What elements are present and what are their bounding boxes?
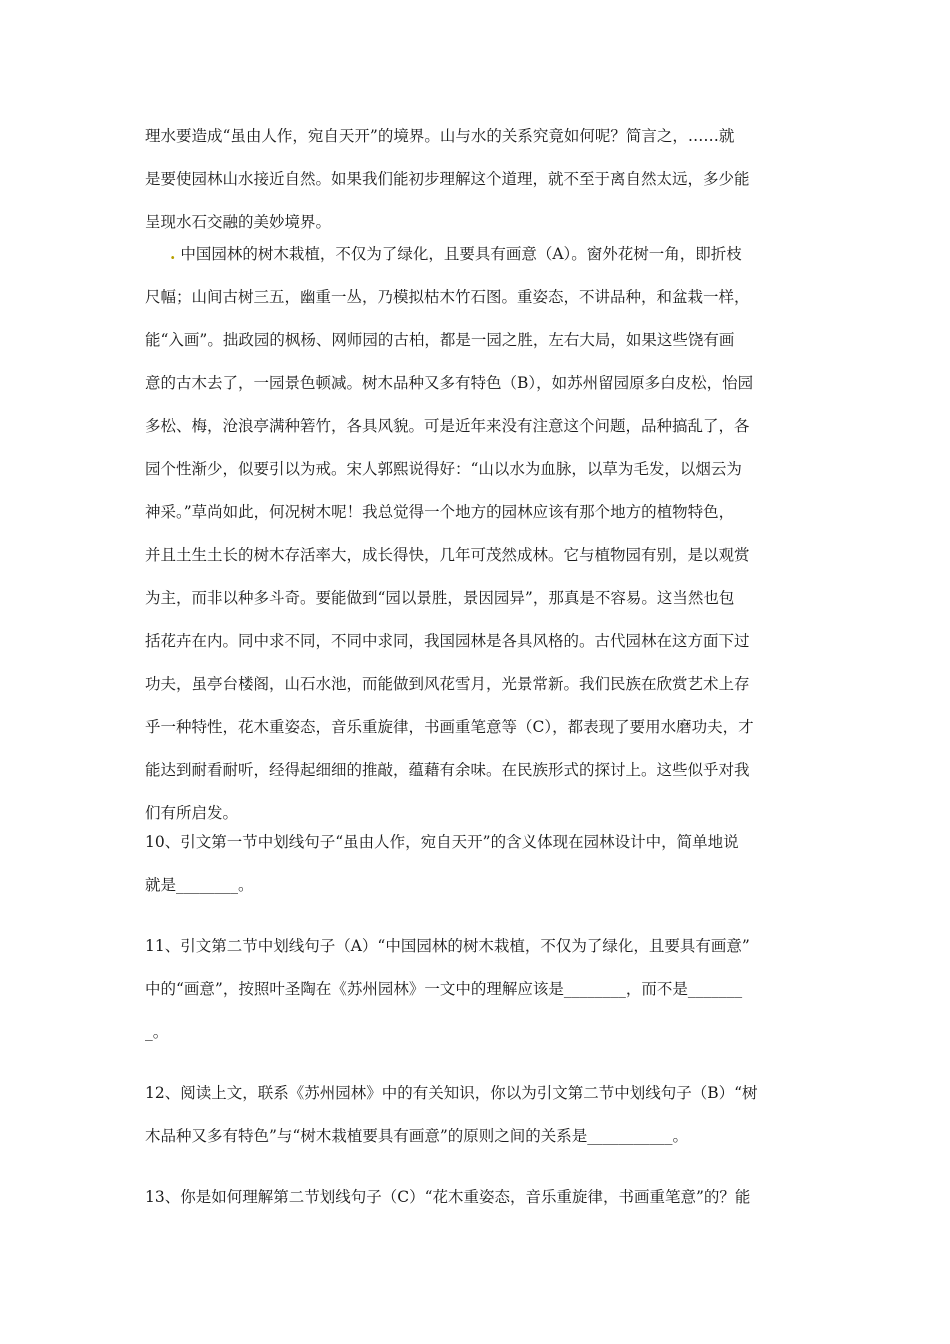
question-10-line-1: 10、引文第一节中划线句子“虽由人作，宛自天开”的含义体现在园林设计中，简单地说 (145, 833, 739, 851)
question-11-line-2: 中的“画意”，按照叶圣陶在《苏州园林》一文中的理解应该是________，而不是_______ (145, 980, 743, 998)
text-line-7: 意的古木去了，一园景色顿减。树木品种又多有特色（B），如苏州留园原多白皮松，怡园 (145, 374, 754, 392)
question-11-line-1: 11、引文第二节中划线句子（A）“中国园林的树木栽植，不仅为了绿化，且要具有画意” (145, 937, 750, 955)
question-13-line-1: 13、你是如何理解第二节划线句子（C）“花木重姿态，音乐重旋律，书画重笔意”的？能 (145, 1188, 751, 1206)
text-line-4-content: 中国园林的树木栽植，不仅为了绿化，且要具有画意（A）。窗外花树一角，即折枝 (180, 245, 742, 263)
text-line-11: 并且土生土长的树木存活率大，成长得快，几年可茂然成林。它与植物园有别，是以观赏 (145, 546, 750, 564)
question-11-line-3: _。 (145, 1023, 169, 1041)
text-line-2: 是要使园林山水接近自然。如果我们能初步理解这个道理，就不至于离自然太远，多少能 (145, 170, 750, 188)
question-12-line-1: 12、阅读上文，联系《苏州园林》中的有关知识，你以为引文第二节中划线句子（B）“树 (145, 1084, 758, 1102)
text-line-10: 神采。”草尚如此，何况树木呢！我总觉得一个地方的园林应该有那个地方的植物特色， (145, 503, 735, 521)
text-line-13: 括花卉在内。同中求不同，不同中求同，我国园林是各具风格的。古代园林在这方面下过 (145, 632, 750, 650)
text-line-1: 理水要造成“虽由人作，宛自天开”的境界。山与水的关系究竟如何呢？简言之，……就 (145, 127, 735, 145)
question-10-line-2: 就是________。 (145, 876, 254, 894)
text-line-14: 功夫，虽亭台楼阁，山石水池，而能做到风花雪月，光景常新。我们民族在欣赏艺术上存 (145, 675, 750, 693)
text-line-8: 多松、梅，沧浪亭满种箬竹，各具风貌。可是近年来没有注意这个问题，品种搞乱了，各 (145, 417, 750, 435)
text-line-12: 为主，而非以种多斗奇。要能做到“园以景胜，景因园异”，那真是不容易。这当然也包 (145, 589, 735, 607)
text-line-15: 乎一种特性，花木重姿态，音乐重旋律，书画重笔意等（C），都表现了要用水磨功夫，才 (145, 718, 754, 736)
text-line-3: 呈现水石交融的美妙境界。 (145, 213, 332, 231)
text-line-9: 园个性渐少，似要引以为戒。宋人郭熙说得好：“山以水为血脉，以草为毛发，以烟云为 (145, 460, 742, 478)
text-line-4 (170, 244, 835, 264)
text-line-6: 能“入画”。拙政园的枫杨、网师园的古柏，都是一园之胜，左右大局，如果这些饶有画 (145, 331, 735, 349)
text-line-5: 尺幅；山间古树三五，幽重一丛，乃模拟枯木竹石图。重姿态，不讲品种，和盆栽一样， (145, 288, 750, 306)
question-12-line-2: 木品种又多有特色”与“树木栽植要具有画意”的原则之间的关系是___________。 (145, 1127, 689, 1145)
paragraph-marker: . (170, 244, 176, 263)
text-line-16: 能达到耐看耐听，经得起细细的推敲，蕴藉有余味。在民族形式的探讨上。这些似乎对我 (145, 761, 750, 779)
text-line-17: 们有所启发。 (145, 804, 239, 822)
